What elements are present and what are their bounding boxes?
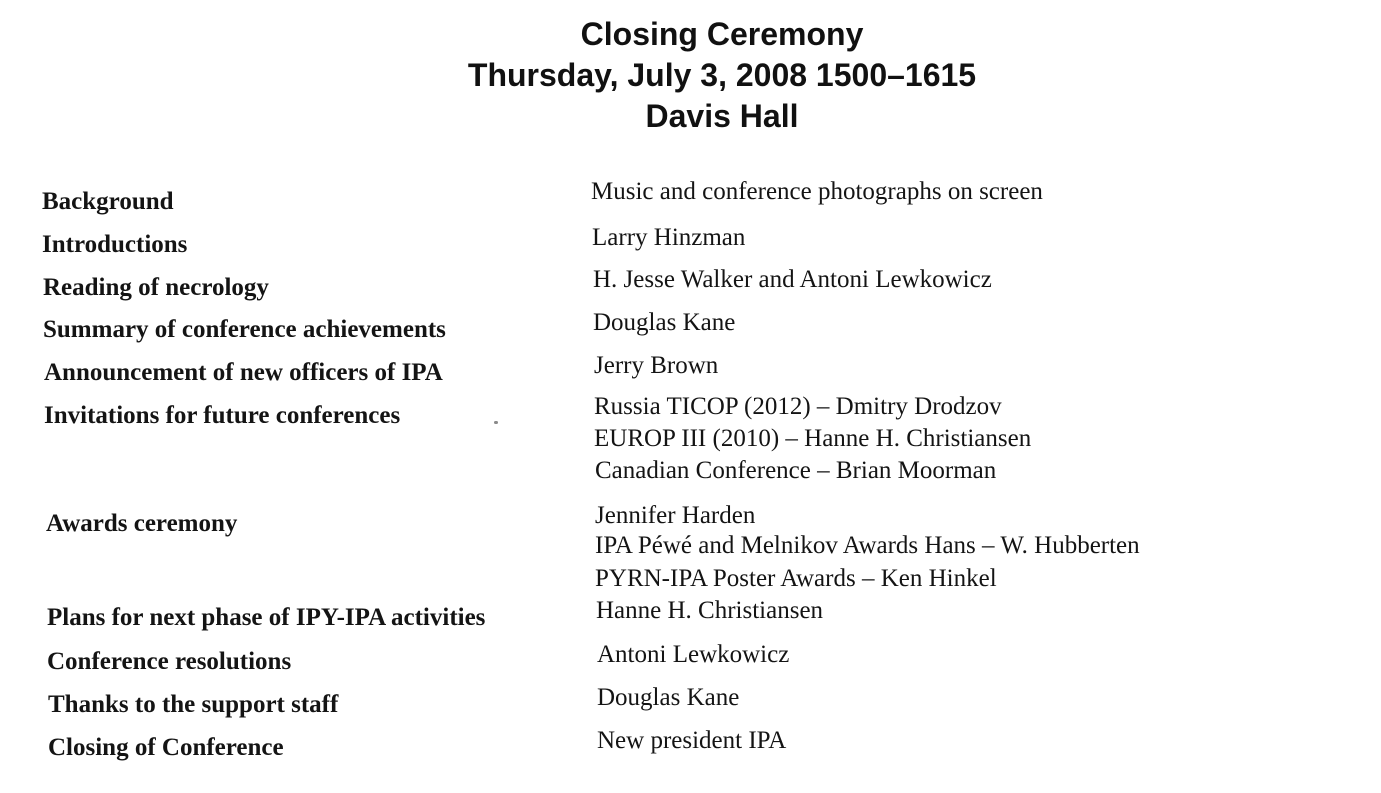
presenter-invitation-canadian: Canadian Conference – Brian Moorman	[595, 457, 997, 484]
presenter-necrology: H. Jesse Walker and Antoni Lewkowicz	[593, 266, 992, 293]
scan-speck	[494, 421, 498, 424]
presenter-awards-harden: Jennifer Harden	[595, 502, 756, 529]
presenter-announcement: Jerry Brown	[594, 352, 719, 379]
agenda-item-awards: Awards ceremony	[46, 510, 238, 537]
agenda-item-background: Background	[42, 188, 174, 215]
agenda-item-resolutions: Conference resolutions	[47, 648, 292, 675]
agenda-item-necrology: Reading of necrology	[43, 274, 269, 301]
presenter-summary: Douglas Kane	[593, 309, 736, 336]
presenter-thanks: Douglas Kane	[597, 684, 740, 711]
presenter-background: Music and conference photographs on screen	[591, 178, 1043, 205]
agenda-item-thanks: Thanks to the support staff	[48, 691, 339, 718]
presenter-introductions: Larry Hinzman	[592, 224, 746, 251]
agenda-item-summary: Summary of conference achievements	[43, 316, 446, 343]
presenter-resolutions: Antoni Lewkowicz	[597, 641, 790, 668]
location: Davis Hall	[645, 98, 799, 134]
presenter-invitation-europ: EUROP III (2010) – Hanne H. Christiansen	[594, 425, 1032, 452]
date-time: Thursday, July 3, 2008 1500–1615	[467, 57, 977, 93]
presenter-invitation-russia: Russia TICOP (2012) – Dmitry Drodzov	[594, 393, 1002, 420]
presenter-closing: New president IPA	[597, 727, 787, 754]
agenda-item-plans: Plans for next phase of IPY-IPA activities	[47, 604, 486, 631]
agenda-item-closing: Closing of Conference	[48, 734, 284, 761]
presenter-awards-pyrn: PYRN-IPA Poster Awards – Ken Hinkel	[595, 565, 997, 592]
agenda-item-invitations: Invitations for future conferences	[44, 402, 401, 429]
agenda-item-announcement: Announcement of new officers of IPA	[44, 359, 443, 386]
agenda-item-introductions: Introductions	[42, 231, 188, 258]
program-header	[0, 14, 1381, 137]
presenter-plans: Hanne H. Christiansen	[596, 597, 824, 624]
presenter-awards-pewe: IPA Péwé and Melnikov Awards Hans – W. Hubberten	[595, 532, 1140, 559]
ceremony-title: Closing Ceremony	[580, 16, 864, 52]
